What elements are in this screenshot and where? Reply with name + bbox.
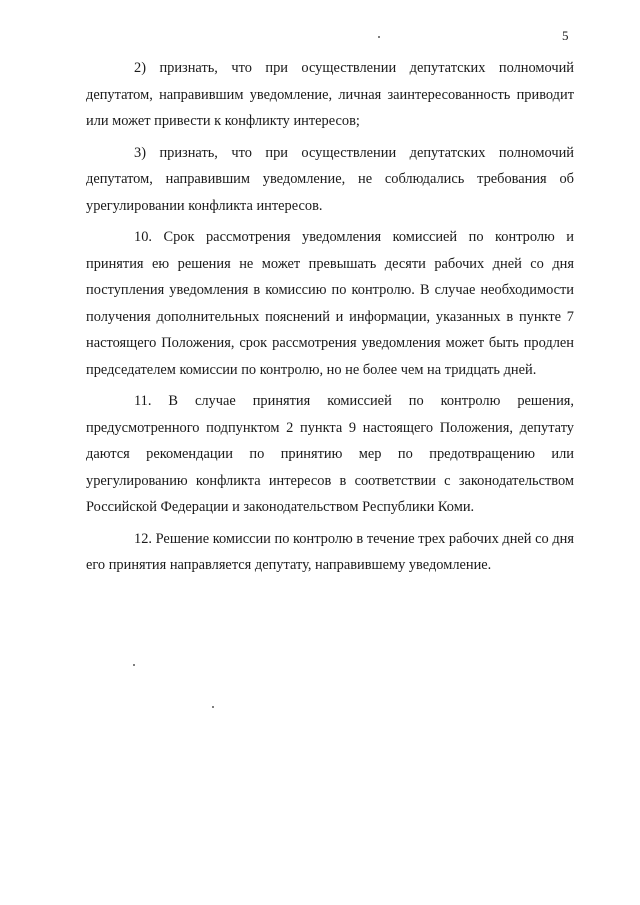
paragraph-clause-10: 10. Срок рассмотрения уведомления комиссией по контролю и принятия ею решения не может превышать десяти рабочих дней со дня поступления уведомления в комиссию по контролю. В случае необходимости получения дополнительных пояснений и информации, указанных в пункте 7 настоящего Положения, срок рассмотрения уведомления может быть продлен председателем комиссии по контролю, но не более чем на тридцать дней. (86, 229, 574, 378)
scan-speck (378, 36, 380, 38)
document-body (86, 55, 574, 579)
scan-speck (133, 664, 135, 666)
page-number: 5 (562, 28, 569, 43)
scan-speck (212, 706, 214, 708)
paragraph-item-3: 3) признать, что при осуществлении депутатских полномочий депутатом, направившим уведомление, не соблюдались требования об урегулировании конфликта интересов. (86, 144, 574, 214)
paragraph-clause-12: 12. Решение комиссии по контролю в течение трех рабочих дней со дня его принятия направляется депутату, направившему уведомление. (86, 530, 574, 573)
paragraph-item-2: 2) признать, что при осуществлении депутатских полномочий депутатом, направившим уведомление, личная заинтересованность приводит или может привести к конфликту интересов; (86, 60, 574, 129)
paragraph-clause-11: 11. В случае принятия комиссией по контролю решения, предусмотренного подпунктом 2 пункта 9 настоящего Положения, депутату даются рекомендации по принятию мер по предотвращению или урегулированию конфликта интересов в соответствии с законодательством Российской Федерации и законодательством Республики Коми. (86, 393, 574, 515)
